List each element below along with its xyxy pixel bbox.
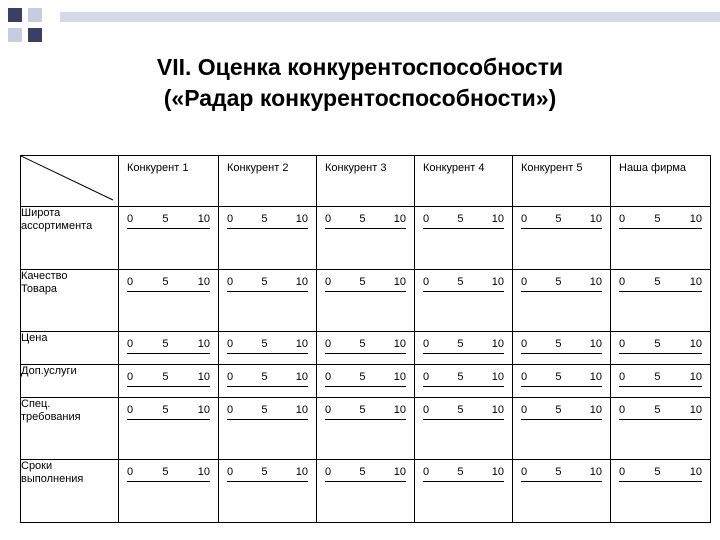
column-header-4: Конкурент 4 xyxy=(415,156,513,207)
rating-cell[interactable] xyxy=(219,269,317,332)
scale-mark: 5 xyxy=(359,213,366,225)
scale-mark: 0 xyxy=(521,275,528,288)
scale-mark: 10 xyxy=(689,466,702,479)
scale-line xyxy=(619,353,702,354)
rating-cell[interactable] xyxy=(219,397,317,460)
scale-mark: 10 xyxy=(393,403,406,416)
rating-scale xyxy=(423,466,504,479)
scale-line xyxy=(127,419,210,420)
scale-line xyxy=(127,481,210,482)
scale-mark: 5 xyxy=(457,370,464,383)
rating-scale xyxy=(325,276,406,289)
row-label-line: Доп.услуги xyxy=(21,364,77,377)
rating-cell[interactable] xyxy=(119,397,219,460)
scale-mark: 5 xyxy=(261,275,268,288)
scale-mark: 10 xyxy=(393,275,406,288)
rating-scale xyxy=(619,371,702,384)
scale-mark: 0 xyxy=(619,466,626,479)
rating-cell[interactable] xyxy=(415,460,513,523)
rating-scale xyxy=(127,371,210,384)
row-label-line: Цена xyxy=(21,332,48,345)
decor-square-2 xyxy=(28,8,42,22)
scale-mark: 10 xyxy=(689,213,702,225)
row-label xyxy=(21,207,119,270)
scale-mark: 0 xyxy=(127,466,134,479)
rating-scale xyxy=(619,213,702,226)
scale-mark: 10 xyxy=(589,338,602,351)
scale-mark: 10 xyxy=(197,403,210,416)
scale-mark: 0 xyxy=(227,403,234,416)
row-label-line: Широта xyxy=(21,207,61,219)
scale-mark: 10 xyxy=(197,275,210,288)
decor-square-4 xyxy=(28,28,42,42)
scale-mark: 5 xyxy=(457,275,464,288)
rating-cell[interactable] xyxy=(513,364,611,397)
scale-mark: 10 xyxy=(295,338,308,351)
rating-cell[interactable] xyxy=(317,207,415,270)
rating-scale xyxy=(521,276,602,289)
scale-mark: 0 xyxy=(127,370,134,383)
scale-line xyxy=(423,291,504,292)
rating-scale xyxy=(227,213,308,226)
rating-scale xyxy=(127,404,210,417)
rating-scale xyxy=(423,213,504,226)
row-label-line: требования xyxy=(21,410,81,423)
scale-mark: 5 xyxy=(555,338,562,351)
scale-mark: 0 xyxy=(619,403,626,416)
scale-mark: 5 xyxy=(457,338,464,351)
scale-mark: 0 xyxy=(127,338,134,351)
rating-scale xyxy=(325,404,406,417)
row-label xyxy=(21,397,119,460)
rating-cell[interactable] xyxy=(119,332,219,365)
scale-mark: 10 xyxy=(295,275,308,288)
rating-cell[interactable] xyxy=(415,207,513,270)
scale-line xyxy=(127,291,210,292)
scale-line xyxy=(127,353,210,354)
scale-line xyxy=(521,291,602,292)
scale-line xyxy=(227,419,308,420)
scale-line xyxy=(325,481,406,482)
corner-diagonal xyxy=(21,156,119,206)
scale-mark: 5 xyxy=(359,466,366,479)
scale-mark: 10 xyxy=(491,338,504,351)
scale-mark: 10 xyxy=(295,213,308,225)
row-label xyxy=(21,332,119,365)
row-label xyxy=(21,269,119,332)
scale-mark: 10 xyxy=(589,275,602,288)
scale-mark: 0 xyxy=(325,275,332,288)
scale-mark: 10 xyxy=(491,466,504,479)
rating-cell[interactable] xyxy=(119,460,219,523)
scale-mark: 0 xyxy=(619,370,626,383)
rating-cell[interactable] xyxy=(513,207,611,270)
scale-mark: 10 xyxy=(393,466,406,479)
rating-cell[interactable] xyxy=(415,332,513,365)
rating-cell[interactable] xyxy=(317,364,415,397)
scale-mark: 5 xyxy=(261,466,268,479)
title-line-1: VII. Оценка конкурентоспособности xyxy=(156,54,564,80)
rating-scale xyxy=(127,466,210,479)
scale-mark: 10 xyxy=(491,370,504,383)
rating-scale xyxy=(521,404,602,417)
scale-mark: 0 xyxy=(521,403,528,416)
scale-mark: 10 xyxy=(295,370,308,383)
scale-line xyxy=(227,481,308,482)
scale-mark: 10 xyxy=(393,370,406,383)
scale-mark: 0 xyxy=(619,338,626,351)
scale-mark: 0 xyxy=(521,213,528,225)
scale-mark: 10 xyxy=(589,466,602,479)
scale-mark: 0 xyxy=(127,213,134,225)
scale-line xyxy=(521,353,602,354)
rating-scale xyxy=(619,466,702,479)
rating-scale xyxy=(325,338,406,351)
rating-scale xyxy=(521,213,602,226)
column-header-5: Конкурент 5 xyxy=(513,156,611,207)
scale-mark: 0 xyxy=(227,370,234,383)
rating-scale xyxy=(227,404,308,417)
rating-cell[interactable] xyxy=(611,207,711,270)
slide-title xyxy=(0,52,720,114)
scale-mark: 10 xyxy=(197,338,210,351)
rating-cell[interactable] xyxy=(513,460,611,523)
scale-mark: 5 xyxy=(359,338,366,351)
scale-line xyxy=(423,419,504,420)
scale-mark: 10 xyxy=(689,403,702,416)
column-header-6: Наша фирма xyxy=(611,156,711,207)
scale-mark: 10 xyxy=(689,275,702,288)
scale-mark: 5 xyxy=(457,213,464,225)
scale-line xyxy=(127,228,210,229)
row-label-line: выполнения xyxy=(21,473,84,486)
rating-cell[interactable] xyxy=(317,460,415,523)
scale-line xyxy=(521,419,602,420)
table-row xyxy=(21,269,711,332)
scale-line xyxy=(423,228,504,229)
scale-mark: 0 xyxy=(325,466,332,479)
scale-mark: 5 xyxy=(555,466,562,479)
rating-scale xyxy=(325,466,406,479)
scale-mark: 0 xyxy=(521,466,528,479)
rating-scale xyxy=(521,338,602,351)
scale-mark: 0 xyxy=(227,466,234,479)
rating-cell[interactable] xyxy=(513,269,611,332)
scale-line xyxy=(227,228,308,229)
rating-cell[interactable] xyxy=(611,397,711,460)
scale-mark: 10 xyxy=(589,403,602,416)
rating-scale xyxy=(619,338,702,351)
corner-cell xyxy=(21,156,119,207)
scale-mark: 0 xyxy=(423,370,430,383)
scale-mark: 10 xyxy=(393,213,406,225)
row-label xyxy=(21,460,119,523)
scale-line xyxy=(619,386,702,387)
row-label xyxy=(21,364,119,397)
table-row xyxy=(21,397,711,460)
scale-mark: 0 xyxy=(227,275,234,288)
scale-mark: 10 xyxy=(393,338,406,351)
scale-mark: 10 xyxy=(295,403,308,416)
scale-line xyxy=(227,386,308,387)
row-label-line: Сроки xyxy=(21,460,53,473)
scale-line xyxy=(423,481,504,482)
scale-mark: 10 xyxy=(689,338,702,351)
scale-mark: 10 xyxy=(197,370,210,383)
title-line-2: («Радар конкурентоспособности») xyxy=(163,85,557,111)
rating-cell[interactable] xyxy=(415,364,513,397)
rating-scale xyxy=(619,276,702,289)
rating-cell[interactable] xyxy=(317,269,415,332)
rating-cell[interactable] xyxy=(317,397,415,460)
rating-cell[interactable] xyxy=(219,332,317,365)
rating-cell[interactable] xyxy=(513,332,611,365)
rating-cell[interactable] xyxy=(415,269,513,332)
scale-mark: 0 xyxy=(423,466,430,479)
scale-line xyxy=(325,419,406,420)
rating-cell[interactable] xyxy=(219,364,317,397)
rating-cell[interactable] xyxy=(119,207,219,270)
rating-cell[interactable] xyxy=(611,269,711,332)
scale-mark: 5 xyxy=(457,403,464,416)
scale-line xyxy=(325,353,406,354)
scale-mark: 5 xyxy=(654,213,661,225)
scale-line xyxy=(619,291,702,292)
scale-line xyxy=(619,228,702,229)
scale-mark: 0 xyxy=(619,275,626,288)
scale-mark: 5 xyxy=(654,275,661,288)
scale-mark: 0 xyxy=(127,403,134,416)
scale-mark: 0 xyxy=(227,213,234,225)
scale-mark: 5 xyxy=(162,338,169,351)
row-label-line: Спец. xyxy=(21,397,51,410)
rating-cell[interactable] xyxy=(415,397,513,460)
scale-mark: 10 xyxy=(589,370,602,383)
scale-mark: 0 xyxy=(227,338,234,351)
rating-scale xyxy=(127,213,210,226)
scale-mark: 10 xyxy=(491,275,504,288)
rating-cell[interactable] xyxy=(611,460,711,523)
scale-mark: 5 xyxy=(162,275,169,288)
scale-line xyxy=(619,481,702,482)
rating-scale xyxy=(423,371,504,384)
scale-line xyxy=(521,386,602,387)
scale-mark: 0 xyxy=(423,275,430,288)
scale-mark: 5 xyxy=(555,275,562,288)
rating-scale xyxy=(127,276,210,289)
row-label-line: Качество xyxy=(21,269,68,282)
rating-cell[interactable] xyxy=(119,364,219,397)
rating-scale xyxy=(227,276,308,289)
scale-line xyxy=(423,353,504,354)
scale-line xyxy=(325,386,406,387)
scale-mark: 5 xyxy=(162,213,169,225)
scale-mark: 5 xyxy=(654,338,661,351)
scale-mark: 0 xyxy=(325,403,332,416)
scale-line xyxy=(325,228,406,229)
rating-cell[interactable] xyxy=(317,332,415,365)
rating-scale xyxy=(227,338,308,351)
rating-scale xyxy=(619,404,702,417)
scale-line xyxy=(325,291,406,292)
row-label-line: Товара xyxy=(21,282,58,295)
scale-mark: 0 xyxy=(423,213,430,225)
scale-mark: 0 xyxy=(521,338,528,351)
table-header-row xyxy=(21,156,711,207)
scale-mark: 10 xyxy=(491,213,504,225)
table-row xyxy=(21,460,711,523)
rating-scale xyxy=(521,371,602,384)
rating-scale xyxy=(127,338,210,351)
scale-mark: 0 xyxy=(325,370,332,383)
scale-mark: 5 xyxy=(654,466,661,479)
scale-mark: 10 xyxy=(197,213,210,225)
scale-line xyxy=(521,228,602,229)
rating-scale xyxy=(227,466,308,479)
decor-square-3 xyxy=(8,28,22,42)
rating-scale xyxy=(423,276,504,289)
table-row xyxy=(21,207,711,270)
scale-mark: 0 xyxy=(423,403,430,416)
scale-mark: 0 xyxy=(423,338,430,351)
scale-mark: 0 xyxy=(325,213,332,225)
rating-cell[interactable] xyxy=(513,397,611,460)
scale-mark: 5 xyxy=(261,403,268,416)
scale-line xyxy=(423,386,504,387)
scale-mark: 10 xyxy=(689,370,702,383)
scale-mark: 5 xyxy=(261,213,268,225)
scale-mark: 0 xyxy=(325,338,332,351)
rating-scale xyxy=(227,371,308,384)
scale-mark: 5 xyxy=(359,403,366,416)
scale-line xyxy=(521,481,602,482)
scale-mark: 5 xyxy=(162,466,169,479)
rating-scale xyxy=(325,371,406,384)
scale-line xyxy=(127,386,210,387)
scale-mark: 5 xyxy=(654,370,661,383)
column-header-2: Конкурент 2 xyxy=(219,156,317,207)
table-row xyxy=(21,364,711,397)
scale-mark: 10 xyxy=(491,403,504,416)
scale-mark: 10 xyxy=(295,466,308,479)
rating-cell[interactable] xyxy=(219,207,317,270)
decor-square-1 xyxy=(8,8,22,22)
scale-mark: 10 xyxy=(589,213,602,225)
scale-mark: 10 xyxy=(197,466,210,479)
scale-line xyxy=(227,291,308,292)
scale-mark: 0 xyxy=(521,370,528,383)
rating-cell[interactable] xyxy=(611,332,711,365)
scale-mark: 5 xyxy=(359,275,366,288)
scale-mark: 5 xyxy=(555,370,562,383)
scale-mark: 5 xyxy=(261,370,268,383)
rating-cell[interactable] xyxy=(119,269,219,332)
column-header-1: Конкурент 1 xyxy=(119,156,219,207)
scale-mark: 5 xyxy=(654,403,661,416)
rating-cell[interactable] xyxy=(611,364,711,397)
scale-line xyxy=(619,419,702,420)
scale-mark: 5 xyxy=(555,213,562,225)
scale-mark: 5 xyxy=(359,370,366,383)
table-row xyxy=(21,332,711,365)
rating-scale xyxy=(521,466,602,479)
decor-band xyxy=(60,12,720,22)
rating-scale xyxy=(423,404,504,417)
scale-mark: 0 xyxy=(619,213,626,225)
competitiveness-table xyxy=(20,155,711,523)
scale-mark: 5 xyxy=(162,403,169,416)
scale-mark: 0 xyxy=(127,275,134,288)
rating-scale xyxy=(325,213,406,226)
scale-mark: 5 xyxy=(162,370,169,383)
column-header-3: Конкурент 3 xyxy=(317,156,415,207)
scale-mark: 5 xyxy=(457,466,464,479)
rating-scale xyxy=(423,338,504,351)
rating-cell[interactable] xyxy=(219,460,317,523)
scale-line xyxy=(227,353,308,354)
scale-mark: 5 xyxy=(555,403,562,416)
scale-mark: 5 xyxy=(261,338,268,351)
row-label-line: ассортимента xyxy=(21,220,93,232)
